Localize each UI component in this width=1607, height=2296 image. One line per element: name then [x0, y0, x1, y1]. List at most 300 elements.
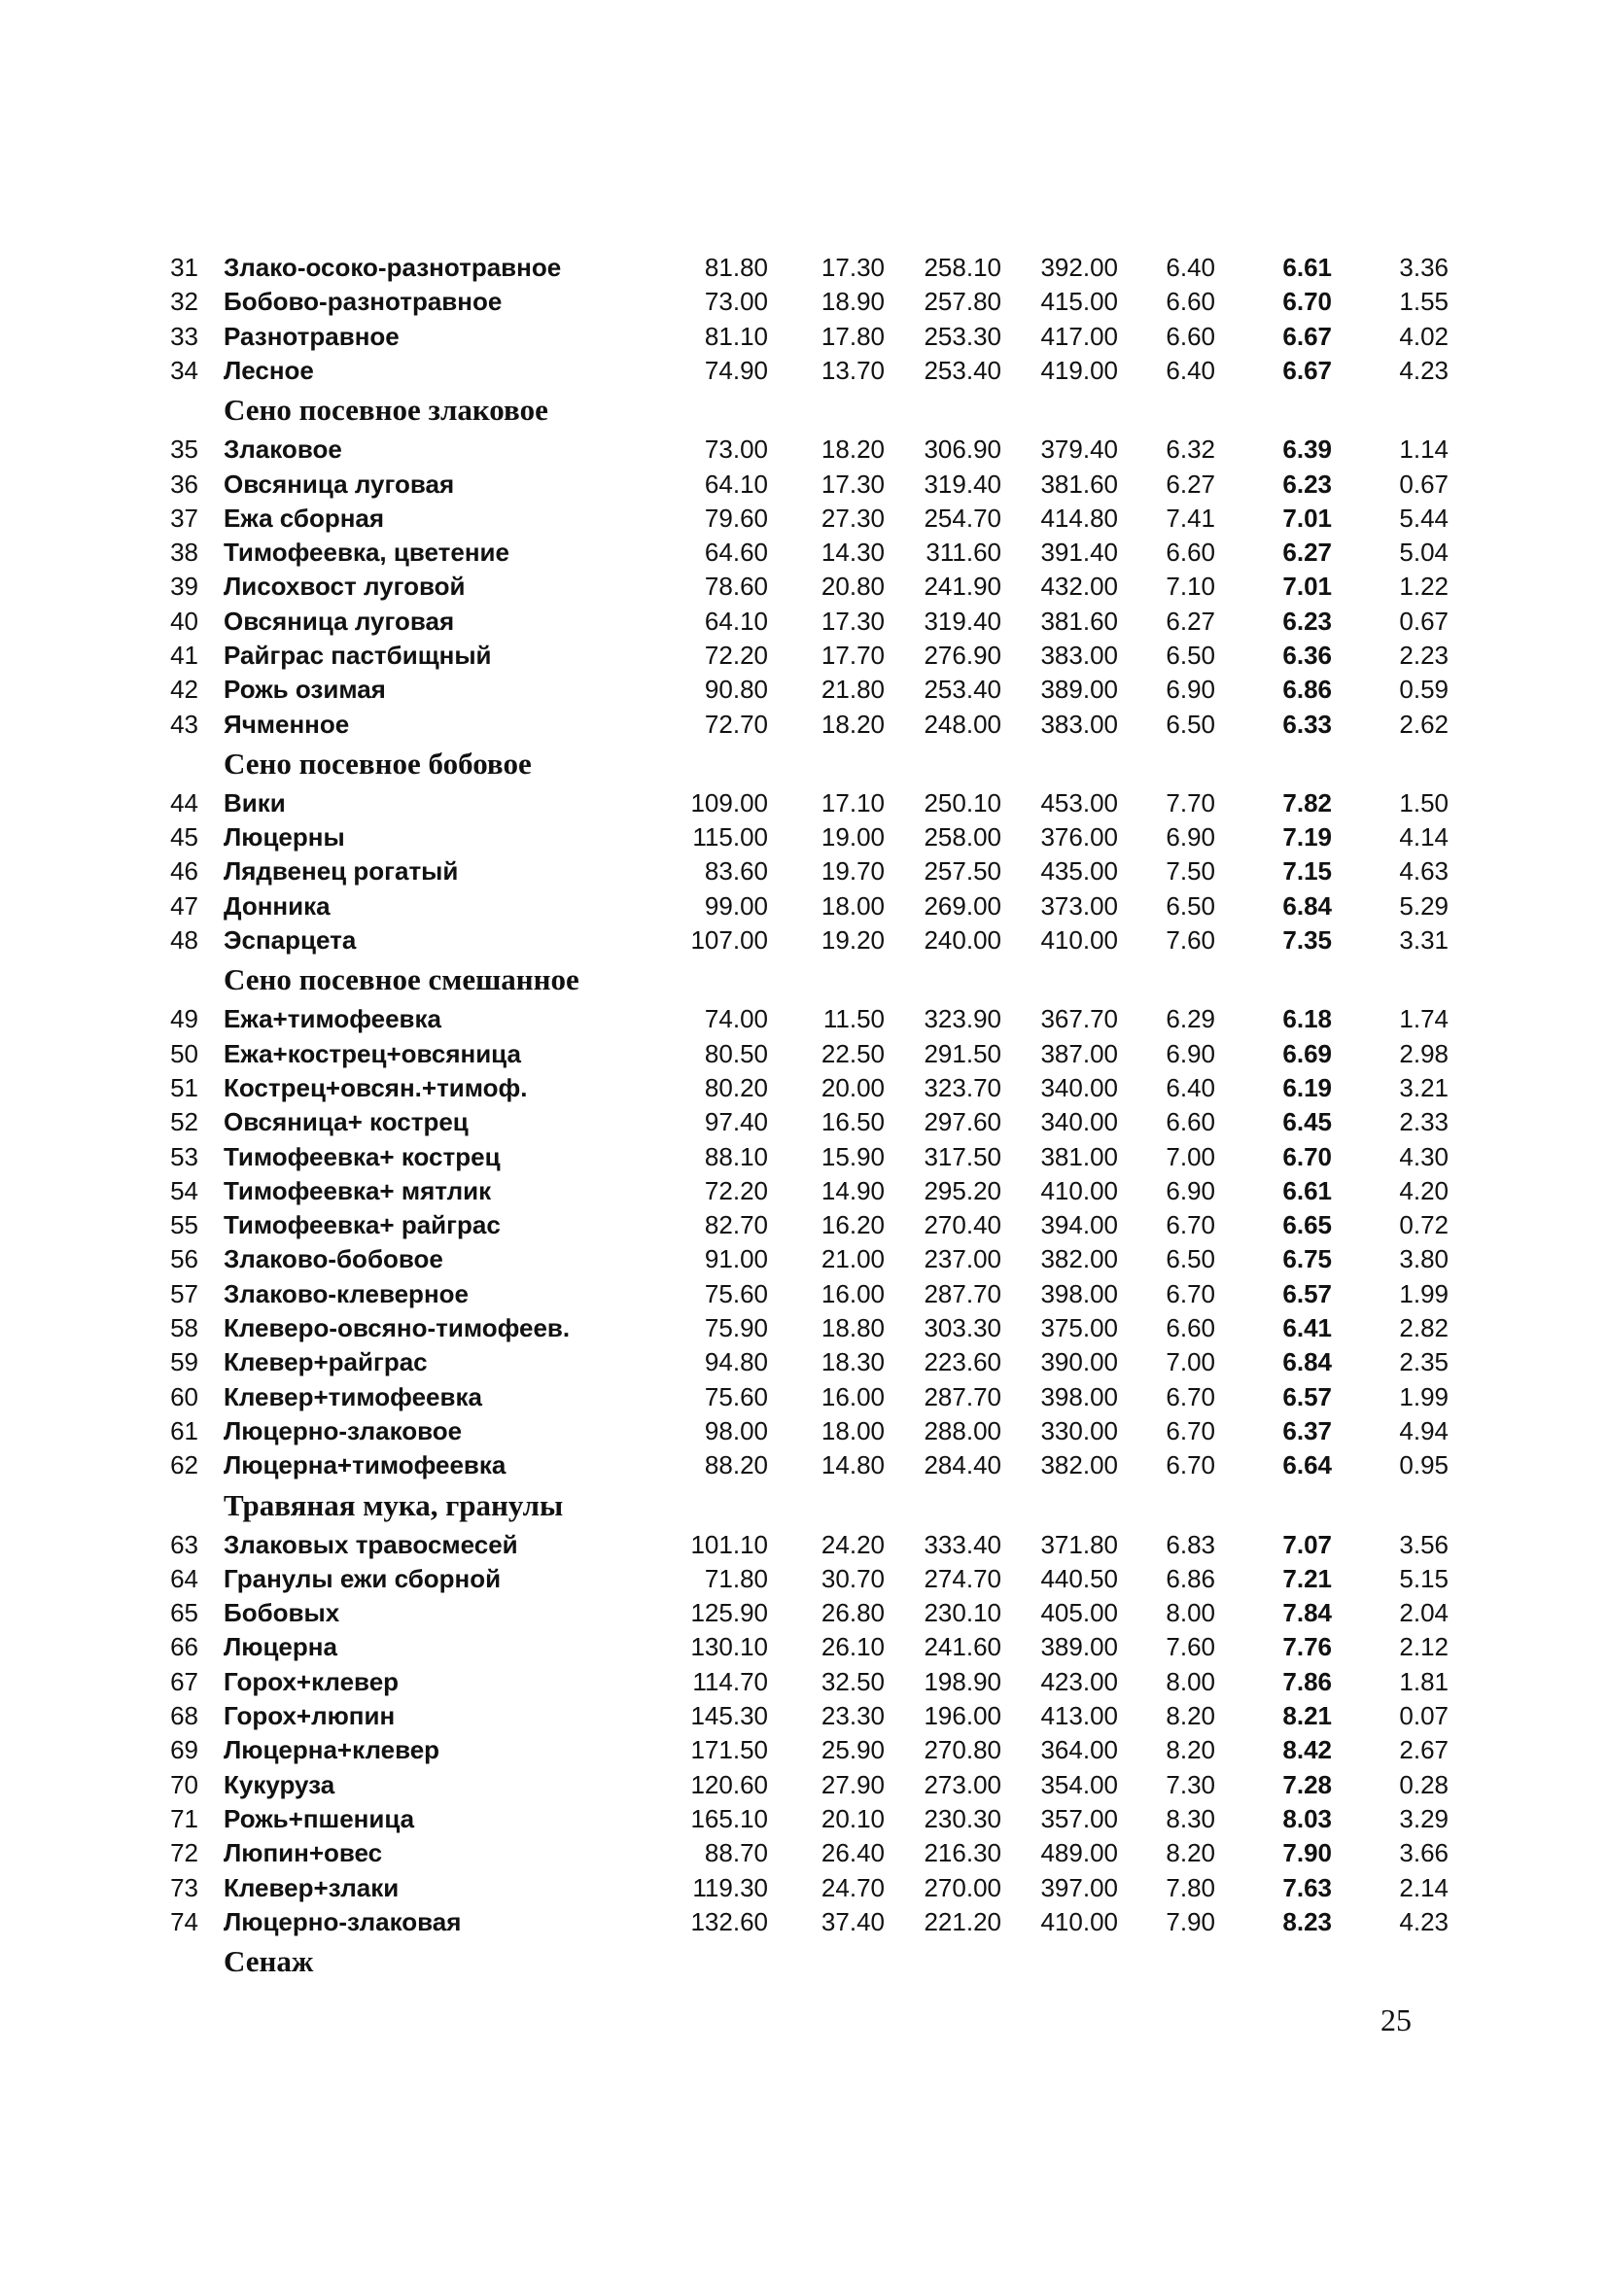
value-col-6: 8.42 — [1282, 1735, 1332, 1764]
table-row — [0, 1905, 1607, 1938]
feed-name: Люпин+овес — [224, 1838, 383, 1867]
value-col-2: 18.30 — [821, 1347, 885, 1376]
row-number: 60 — [170, 1382, 198, 1411]
value-col-2: 21.00 — [821, 1244, 885, 1273]
feed-name: Злако-осоко-разнотравное — [224, 253, 562, 282]
value-col-2: 13.70 — [821, 356, 885, 385]
table-row — [0, 708, 1607, 741]
value-col-1: 72.20 — [704, 1176, 768, 1205]
value-col-5: 7.60 — [1166, 925, 1215, 955]
value-col-7: 3.31 — [1399, 925, 1449, 955]
table-row — [0, 251, 1607, 284]
value-col-5: 6.90 — [1166, 1176, 1215, 1205]
value-col-7: 4.63 — [1399, 856, 1449, 886]
feed-name: Клеверо-овсяно-тимофеев. — [224, 1313, 571, 1342]
feed-name: Тимофеевка, цветение — [224, 538, 509, 567]
value-col-1: 83.60 — [704, 856, 768, 886]
value-col-2: 18.90 — [821, 287, 885, 316]
value-col-2: 18.00 — [821, 1416, 885, 1445]
value-col-5: 6.83 — [1166, 1530, 1215, 1559]
value-col-3: 303.30 — [924, 1313, 1001, 1342]
feed-name: Ежа+кострец+овсяница — [224, 1039, 521, 1068]
value-col-3: 254.70 — [924, 504, 1001, 533]
feed-name: Овсяница луговая — [224, 607, 455, 636]
row-number: 71 — [170, 1804, 198, 1833]
value-col-2: 15.90 — [821, 1142, 885, 1171]
value-col-1: 81.80 — [704, 253, 768, 282]
value-col-1: 97.40 — [704, 1107, 768, 1136]
value-col-5: 8.20 — [1166, 1735, 1215, 1764]
value-col-1: 81.10 — [704, 322, 768, 351]
row-number: 45 — [170, 822, 198, 852]
value-col-2: 14.90 — [821, 1176, 885, 1205]
value-col-1: 91.00 — [704, 1244, 768, 1273]
feed-name: Донника — [224, 891, 331, 921]
section-heading: Сено посевное злаковое — [224, 393, 548, 428]
row-number: 68 — [170, 1701, 198, 1730]
value-col-7: 1.55 — [1399, 287, 1449, 316]
value-col-2: 16.00 — [821, 1279, 885, 1308]
row-number: 50 — [170, 1039, 198, 1068]
feed-name: Горох+клевер — [224, 1667, 400, 1696]
value-col-4: 381.60 — [1040, 607, 1118, 636]
value-col-7: 2.82 — [1399, 1313, 1449, 1342]
value-col-2: 18.80 — [821, 1313, 885, 1342]
value-col-7: 4.23 — [1399, 1907, 1449, 1936]
feed-name: Тимофеевка+ кострец — [224, 1142, 501, 1171]
value-col-4: 398.00 — [1040, 1279, 1118, 1308]
value-col-7: 0.67 — [1399, 607, 1449, 636]
feed-name: Люцерны — [224, 822, 345, 852]
value-col-6: 7.19 — [1282, 822, 1332, 852]
value-col-3: 295.20 — [924, 1176, 1001, 1205]
value-col-5: 7.50 — [1166, 856, 1215, 886]
value-col-7: 1.50 — [1399, 788, 1449, 818]
value-col-4: 382.00 — [1040, 1244, 1118, 1273]
table-row — [0, 1699, 1607, 1732]
table-row — [0, 889, 1607, 922]
feed-name: Злаковое — [224, 435, 342, 464]
row-number: 61 — [170, 1416, 198, 1445]
row-number: 74 — [170, 1907, 198, 1936]
feed-name: Рожь озимая — [224, 675, 386, 704]
value-col-7: 0.67 — [1399, 470, 1449, 499]
value-col-7: 3.66 — [1399, 1838, 1449, 1867]
value-col-7: 2.35 — [1399, 1347, 1449, 1376]
value-col-2: 19.00 — [821, 822, 885, 852]
table-row — [0, 854, 1607, 887]
row-number: 43 — [170, 710, 198, 739]
value-col-5: 6.50 — [1166, 891, 1215, 921]
value-col-5: 6.90 — [1166, 1039, 1215, 1068]
value-col-2: 19.20 — [821, 925, 885, 955]
table-row — [0, 786, 1607, 819]
row-number: 40 — [170, 607, 198, 636]
value-col-5: 8.30 — [1166, 1804, 1215, 1833]
value-col-6: 6.23 — [1282, 470, 1332, 499]
feed-name: Клевер+райграс — [224, 1347, 428, 1376]
value-col-6: 6.36 — [1282, 641, 1332, 670]
value-col-3: 287.70 — [924, 1382, 1001, 1411]
value-col-5: 6.70 — [1166, 1382, 1215, 1411]
value-col-3: 333.40 — [924, 1530, 1001, 1559]
feed-name: Лесное — [224, 356, 314, 385]
value-col-1: 80.20 — [704, 1073, 768, 1102]
value-col-4: 371.80 — [1040, 1530, 1118, 1559]
value-col-4: 340.00 — [1040, 1073, 1118, 1102]
value-col-2: 18.00 — [821, 891, 885, 921]
table-row — [0, 502, 1607, 535]
row-number: 55 — [170, 1210, 198, 1239]
section-heading: Сенаж — [224, 1944, 314, 1979]
value-col-1: 119.30 — [692, 1873, 768, 1902]
row-number: 65 — [170, 1598, 198, 1627]
value-col-6: 7.90 — [1282, 1838, 1332, 1867]
value-col-7: 4.14 — [1399, 822, 1449, 852]
feed-name: Тимофеевка+ мятлик — [224, 1176, 492, 1205]
value-col-2: 37.40 — [821, 1907, 885, 1936]
value-col-4: 432.00 — [1040, 572, 1118, 601]
table-row — [0, 1345, 1607, 1378]
value-col-6: 7.63 — [1282, 1873, 1332, 1902]
value-col-7: 0.95 — [1399, 1450, 1449, 1479]
value-col-5: 6.40 — [1166, 356, 1215, 385]
value-col-6: 6.70 — [1282, 287, 1332, 316]
value-col-6: 7.01 — [1282, 504, 1332, 533]
value-col-2: 24.70 — [821, 1873, 885, 1902]
row-number: 36 — [170, 470, 198, 499]
value-col-1: 98.00 — [704, 1416, 768, 1445]
value-col-2: 19.70 — [821, 856, 885, 886]
value-col-3: 221.20 — [924, 1907, 1001, 1936]
value-col-2: 17.30 — [821, 470, 885, 499]
value-col-3: 323.90 — [924, 1004, 1001, 1033]
value-col-4: 382.00 — [1040, 1450, 1118, 1479]
feed-name: Люцерна — [224, 1632, 337, 1661]
value-col-1: 88.10 — [704, 1142, 768, 1171]
value-col-7: 1.74 — [1399, 1004, 1449, 1033]
value-col-2: 17.10 — [821, 788, 885, 818]
value-col-7: 5.29 — [1399, 891, 1449, 921]
value-col-6: 7.76 — [1282, 1632, 1332, 1661]
value-col-6: 7.35 — [1282, 925, 1332, 955]
feed-name: Клевер+тимофеевка — [224, 1382, 482, 1411]
value-col-2: 14.80 — [821, 1450, 885, 1479]
value-col-4: 423.00 — [1040, 1667, 1118, 1696]
feed-name: Клевер+злаки — [224, 1873, 400, 1902]
table-row — [0, 1002, 1607, 1035]
feed-name: Злаковых травосмесей — [224, 1530, 518, 1559]
value-col-4: 379.40 — [1040, 435, 1118, 464]
value-col-4: 383.00 — [1040, 710, 1118, 739]
value-col-6: 6.84 — [1282, 1347, 1332, 1376]
value-col-4: 387.00 — [1040, 1039, 1118, 1068]
value-col-5: 6.90 — [1166, 822, 1215, 852]
value-col-4: 354.00 — [1040, 1770, 1118, 1799]
value-col-4: 392.00 — [1040, 253, 1118, 282]
value-col-5: 6.86 — [1166, 1564, 1215, 1593]
value-col-6: 6.67 — [1282, 322, 1332, 351]
table-row — [0, 673, 1607, 706]
value-col-3: 311.60 — [926, 538, 1001, 567]
value-col-6: 7.01 — [1282, 572, 1332, 601]
value-col-2: 11.50 — [822, 1004, 885, 1033]
feed-name: Ячменное — [224, 710, 350, 739]
value-col-5: 8.20 — [1166, 1701, 1215, 1730]
value-col-2: 18.20 — [821, 435, 885, 464]
value-col-4: 391.40 — [1040, 538, 1118, 567]
value-col-7: 4.30 — [1399, 1142, 1449, 1171]
value-col-6: 6.84 — [1282, 891, 1332, 921]
value-col-6: 7.07 — [1282, 1530, 1332, 1559]
value-col-6: 6.37 — [1282, 1416, 1332, 1445]
row-number: 44 — [170, 788, 198, 818]
value-col-5: 7.80 — [1166, 1873, 1215, 1902]
table-row — [0, 1562, 1607, 1595]
value-col-6: 6.61 — [1282, 1176, 1332, 1205]
value-col-3: 198.90 — [924, 1667, 1001, 1696]
value-col-3: 253.40 — [924, 356, 1001, 385]
feed-name: Кукуруза — [224, 1770, 335, 1799]
feed-name: Ежа сборная — [224, 504, 385, 533]
value-col-5: 6.50 — [1166, 641, 1215, 670]
value-col-3: 284.40 — [924, 1450, 1001, 1479]
feed-name: Лисохвост луговой — [224, 572, 466, 601]
value-col-5: 7.00 — [1166, 1347, 1215, 1376]
row-number: 47 — [170, 891, 198, 921]
value-col-3: 291.50 — [924, 1039, 1001, 1068]
value-col-7: 0.72 — [1399, 1210, 1449, 1239]
value-col-6: 6.86 — [1282, 675, 1332, 704]
row-number: 33 — [170, 322, 198, 351]
feed-name: Райграс пастбищный — [224, 641, 492, 670]
value-col-3: 237.00 — [924, 1244, 1001, 1273]
feed-name: Злаково-клеверное — [224, 1279, 469, 1308]
value-col-5: 6.27 — [1166, 607, 1215, 636]
value-col-4: 410.00 — [1040, 1176, 1118, 1205]
table-row — [0, 820, 1607, 853]
section-heading: Травяная мука, гранулы — [224, 1487, 564, 1522]
value-col-3: 196.00 — [924, 1701, 1001, 1730]
value-col-1: 79.60 — [704, 504, 768, 533]
value-col-7: 4.23 — [1399, 356, 1449, 385]
value-col-5: 6.32 — [1166, 435, 1215, 464]
value-col-2: 22.50 — [821, 1039, 885, 1068]
value-col-3: 273.00 — [924, 1770, 1001, 1799]
row-number: 38 — [170, 538, 198, 567]
value-col-1: 165.10 — [690, 1804, 768, 1833]
value-col-4: 389.00 — [1040, 1632, 1118, 1661]
value-col-6: 6.27 — [1282, 538, 1332, 567]
row-number: 57 — [170, 1279, 198, 1308]
value-col-1: 73.00 — [704, 435, 768, 464]
value-col-3: 230.30 — [924, 1804, 1001, 1833]
value-col-1: 80.50 — [704, 1039, 768, 1068]
table-row — [0, 536, 1607, 569]
value-col-4: 489.00 — [1040, 1838, 1118, 1867]
value-col-2: 20.00 — [821, 1073, 885, 1102]
row-number: 56 — [170, 1244, 198, 1273]
feed-name: Ежа+тимофеевка — [224, 1004, 442, 1033]
value-col-5: 6.60 — [1166, 538, 1215, 567]
value-col-1: 75.90 — [704, 1313, 768, 1342]
value-col-3: 319.40 — [924, 470, 1001, 499]
value-col-5: 7.70 — [1166, 788, 1215, 818]
value-col-1: 132.60 — [690, 1907, 768, 1936]
value-col-7: 3.80 — [1399, 1244, 1449, 1273]
value-col-2: 25.90 — [821, 1735, 885, 1764]
value-col-6: 8.21 — [1282, 1701, 1332, 1730]
value-col-2: 20.10 — [821, 1804, 885, 1833]
value-col-5: 6.90 — [1166, 675, 1215, 704]
value-col-7: 2.33 — [1399, 1107, 1449, 1136]
value-col-7: 3.36 — [1399, 253, 1449, 282]
value-col-2: 17.30 — [821, 607, 885, 636]
value-col-1: 74.90 — [704, 356, 768, 385]
value-col-6: 7.28 — [1282, 1770, 1332, 1799]
row-number: 35 — [170, 435, 198, 464]
value-col-4: 390.00 — [1040, 1347, 1118, 1376]
row-number: 41 — [170, 641, 198, 670]
value-col-4: 364.00 — [1040, 1735, 1118, 1764]
value-col-7: 3.29 — [1399, 1804, 1449, 1833]
table-row — [0, 570, 1607, 603]
feed-name: Тимофеевка+ райграс — [224, 1210, 501, 1239]
value-col-1: 125.90 — [690, 1598, 768, 1627]
value-col-6: 7.21 — [1282, 1564, 1332, 1593]
row-number: 52 — [170, 1107, 198, 1136]
value-col-6: 6.57 — [1282, 1279, 1332, 1308]
value-col-4: 435.00 — [1040, 856, 1118, 886]
value-col-3: 258.00 — [924, 822, 1001, 852]
feed-name: Лядвенец рогатый — [224, 856, 459, 886]
value-col-1: 94.80 — [704, 1347, 768, 1376]
value-col-3: 257.50 — [924, 856, 1001, 886]
page-number: 25 — [1380, 2002, 1412, 2037]
value-col-3: 240.00 — [924, 925, 1001, 955]
value-col-7: 1.99 — [1399, 1279, 1449, 1308]
value-col-4: 376.00 — [1040, 822, 1118, 852]
value-col-4: 414.80 — [1040, 504, 1118, 533]
value-col-4: 394.00 — [1040, 1210, 1118, 1239]
value-col-6: 6.65 — [1282, 1210, 1332, 1239]
value-col-3: 250.10 — [924, 788, 1001, 818]
value-col-7: 1.81 — [1399, 1667, 1449, 1696]
table-row — [0, 354, 1607, 387]
feed-name: Люцерна+тимофеевка — [224, 1450, 507, 1479]
value-col-4: 440.50 — [1040, 1564, 1118, 1593]
value-col-2: 26.40 — [821, 1838, 885, 1867]
value-col-5: 7.41 — [1166, 504, 1215, 533]
value-col-4: 330.00 — [1040, 1416, 1118, 1445]
value-col-5: 6.29 — [1166, 1004, 1215, 1033]
value-col-4: 405.00 — [1040, 1598, 1118, 1627]
value-col-7: 3.56 — [1399, 1530, 1449, 1559]
value-col-5: 6.70 — [1166, 1210, 1215, 1239]
feed-name: Злаково-бобовое — [224, 1244, 443, 1273]
feed-name: Бобово-разнотравное — [224, 287, 503, 316]
value-col-3: 258.10 — [924, 253, 1001, 282]
value-col-7: 4.94 — [1399, 1416, 1449, 1445]
table-row — [0, 1174, 1607, 1207]
feed-name: Кострец+овсян.+тимоф. — [224, 1073, 528, 1102]
table-row — [0, 1311, 1607, 1344]
value-col-3: 306.90 — [924, 435, 1001, 464]
table-row — [0, 1665, 1607, 1698]
feed-name: Овсяница+ кострец — [224, 1107, 469, 1136]
feed-name: Люцерно-злаковая — [224, 1907, 462, 1936]
section-heading: Сено посевное бобовое — [224, 746, 532, 781]
value-col-7: 2.14 — [1399, 1873, 1449, 1902]
value-col-5: 6.60 — [1166, 322, 1215, 351]
value-col-1: 99.00 — [704, 891, 768, 921]
value-col-2: 17.70 — [821, 641, 885, 670]
value-col-2: 17.30 — [821, 253, 885, 282]
value-col-4: 398.00 — [1040, 1382, 1118, 1411]
value-col-7: 5.04 — [1399, 538, 1449, 567]
value-col-4: 410.00 — [1040, 925, 1118, 955]
value-col-7: 5.44 — [1399, 504, 1449, 533]
value-col-5: 7.10 — [1166, 572, 1215, 601]
value-col-4: 419.00 — [1040, 356, 1118, 385]
value-col-4: 340.00 — [1040, 1107, 1118, 1136]
table-row — [0, 1836, 1607, 1869]
value-col-2: 18.20 — [821, 710, 885, 739]
value-col-2: 27.30 — [821, 504, 885, 533]
value-col-2: 27.90 — [821, 1770, 885, 1799]
value-col-3: 248.00 — [924, 710, 1001, 739]
table-row — [0, 1037, 1607, 1070]
value-col-3: 253.40 — [924, 675, 1001, 704]
value-col-6: 6.41 — [1282, 1313, 1332, 1342]
value-col-3: 257.80 — [924, 287, 1001, 316]
value-col-5: 8.20 — [1166, 1838, 1215, 1867]
value-col-5: 6.70 — [1166, 1416, 1215, 1445]
value-col-6: 7.86 — [1282, 1667, 1332, 1696]
value-col-2: 14.30 — [821, 538, 885, 567]
value-col-6: 6.61 — [1282, 253, 1332, 282]
value-col-1: 130.10 — [690, 1632, 768, 1661]
table-row — [0, 923, 1607, 957]
value-col-7: 2.04 — [1399, 1598, 1449, 1627]
value-col-1: 64.60 — [704, 538, 768, 567]
table-row — [0, 285, 1607, 318]
row-number: 46 — [170, 856, 198, 886]
value-col-3: 241.90 — [924, 572, 1001, 601]
row-number: 64 — [170, 1564, 198, 1593]
value-col-1: 145.30 — [690, 1701, 768, 1730]
value-col-3: 270.80 — [924, 1735, 1001, 1764]
row-number: 48 — [170, 925, 198, 955]
value-col-5: 6.50 — [1166, 710, 1215, 739]
value-col-6: 6.57 — [1282, 1382, 1332, 1411]
value-col-3: 253.30 — [924, 322, 1001, 351]
value-col-5: 6.40 — [1166, 253, 1215, 282]
value-col-7: 2.98 — [1399, 1039, 1449, 1068]
table-row — [0, 1380, 1607, 1413]
row-number: 58 — [170, 1313, 198, 1342]
value-col-3: 230.10 — [924, 1598, 1001, 1627]
value-col-4: 357.00 — [1040, 1804, 1118, 1833]
value-col-3: 319.40 — [924, 607, 1001, 636]
value-col-7: 0.07 — [1399, 1701, 1449, 1730]
value-col-4: 389.00 — [1040, 675, 1118, 704]
value-col-4: 375.00 — [1040, 1313, 1118, 1342]
value-col-4: 413.00 — [1040, 1701, 1118, 1730]
value-col-4: 397.00 — [1040, 1873, 1118, 1902]
value-col-7: 3.21 — [1399, 1073, 1449, 1102]
row-number: 66 — [170, 1632, 198, 1661]
